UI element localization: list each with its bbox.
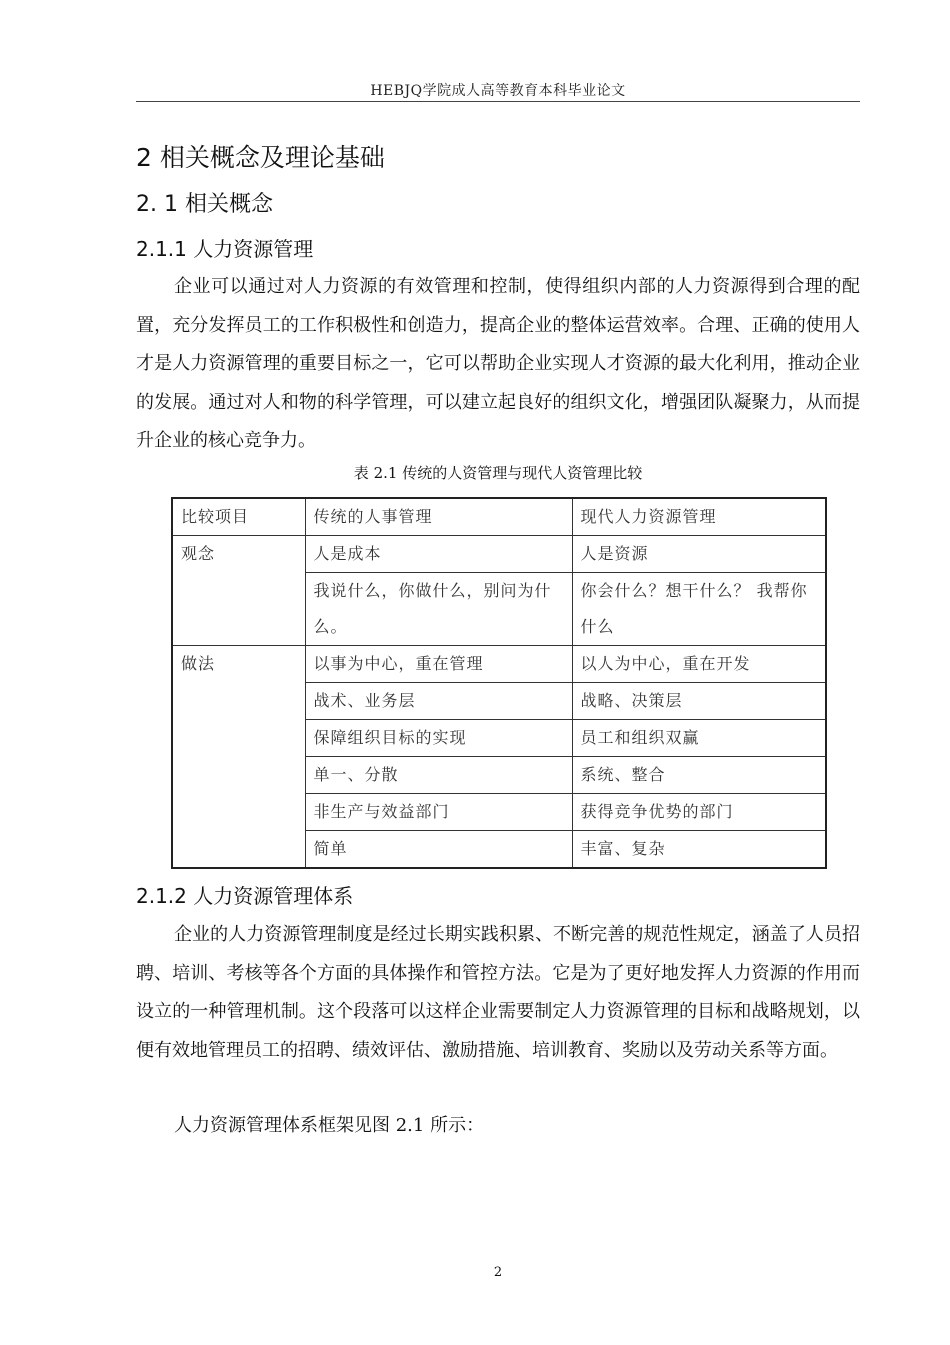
- table-header-cell: 现代人力资源管理: [572, 498, 826, 536]
- table-cell: 战术、业务层: [305, 683, 572, 720]
- table-cell: 简单: [305, 831, 572, 869]
- table-header-row: [172, 498, 826, 536]
- table-cell: 你会什么？想干什么？ 我帮你什么: [572, 573, 826, 646]
- table-cell: 非生产与效益部门: [305, 794, 572, 831]
- section-title: 2. 1 相关概念: [136, 192, 273, 217]
- table-cell: 系统、整合: [572, 757, 826, 794]
- table-row: [172, 646, 826, 683]
- header-divider: [136, 101, 860, 102]
- table-cell: 保障组织目标的实现: [305, 720, 572, 757]
- table-header-cell: 传统的人事管理: [305, 498, 572, 536]
- table-caption: 表 2.1 传统的人资管理与现代人资管理比较: [353, 464, 643, 482]
- table-cell: 人是成本: [305, 536, 572, 573]
- table-group-label: 观念: [172, 536, 305, 646]
- table-cell: 战略、决策层: [572, 683, 826, 720]
- paragraph-hrm: 企业可以通过对人力资源的有效管理和控制，使得组织内部的人力资源得到合理的配置，充分发挥员工的工作积极性和创造力，提高企业的整体运营效率。合理、正确的使用人才是人力资源管理的重要目标之一，它可以帮助企业实现人才资源的最大化利用，推动企业的发展。通过对人和物的科学管理，可以建立起良好的组织文化，增强团队凝聚力，从而提升企业的核心竞争力。: [136, 276, 860, 451]
- table-cell: 丰富、复杂: [572, 831, 826, 869]
- table-cell: 我说什么，你做什么，别问为什么。: [305, 573, 572, 646]
- table-cell: 以事为中心，重在管理: [305, 646, 572, 683]
- page-number: 2: [493, 1265, 503, 1280]
- table-cell: 单一、分散: [305, 757, 572, 794]
- figure-reference: 人力资源管理体系框架见图 2.1 所示：: [174, 1115, 485, 1136]
- comparison-table: [171, 497, 827, 869]
- table-cell: 人是资源: [572, 536, 826, 573]
- table-header-cell: 比较项目: [172, 498, 305, 536]
- paragraph-hrm-system: 企业的人力资源管理制度是经过长期实践积累、不断完善的规范性规定，涵盖了人员招聘、培训、考核等各个方面的具体操作和管控方法。它是为了更好地发挥人力资源的作用而设立的一种管理机制。这个段落可以这样企业需要制定人力资源管理的目标和战略规划，以便有效地管理员工的招聘、绩效评估、激励措施、培训教育、奖励以及劳动关系等方面。: [136, 924, 860, 1061]
- table-cell: 获得竞争优势的部门: [572, 794, 826, 831]
- subsection-title-hrm: 2.1.1 人力资源管理: [136, 237, 314, 261]
- subsection-title-hrm-system: 2.1.2 人力资源管理体系: [136, 884, 354, 908]
- table-cell: 以人为中心，重在开发: [572, 646, 826, 683]
- table-cell: 员工和组织双赢: [572, 720, 826, 757]
- table-row: [172, 536, 826, 573]
- chapter-title: 2 相关概念及理论基础: [136, 143, 385, 172]
- table-group-label: 做法: [172, 646, 305, 869]
- page-header: HEBJQ学院成人高等教育本科毕业论文: [370, 83, 626, 99]
